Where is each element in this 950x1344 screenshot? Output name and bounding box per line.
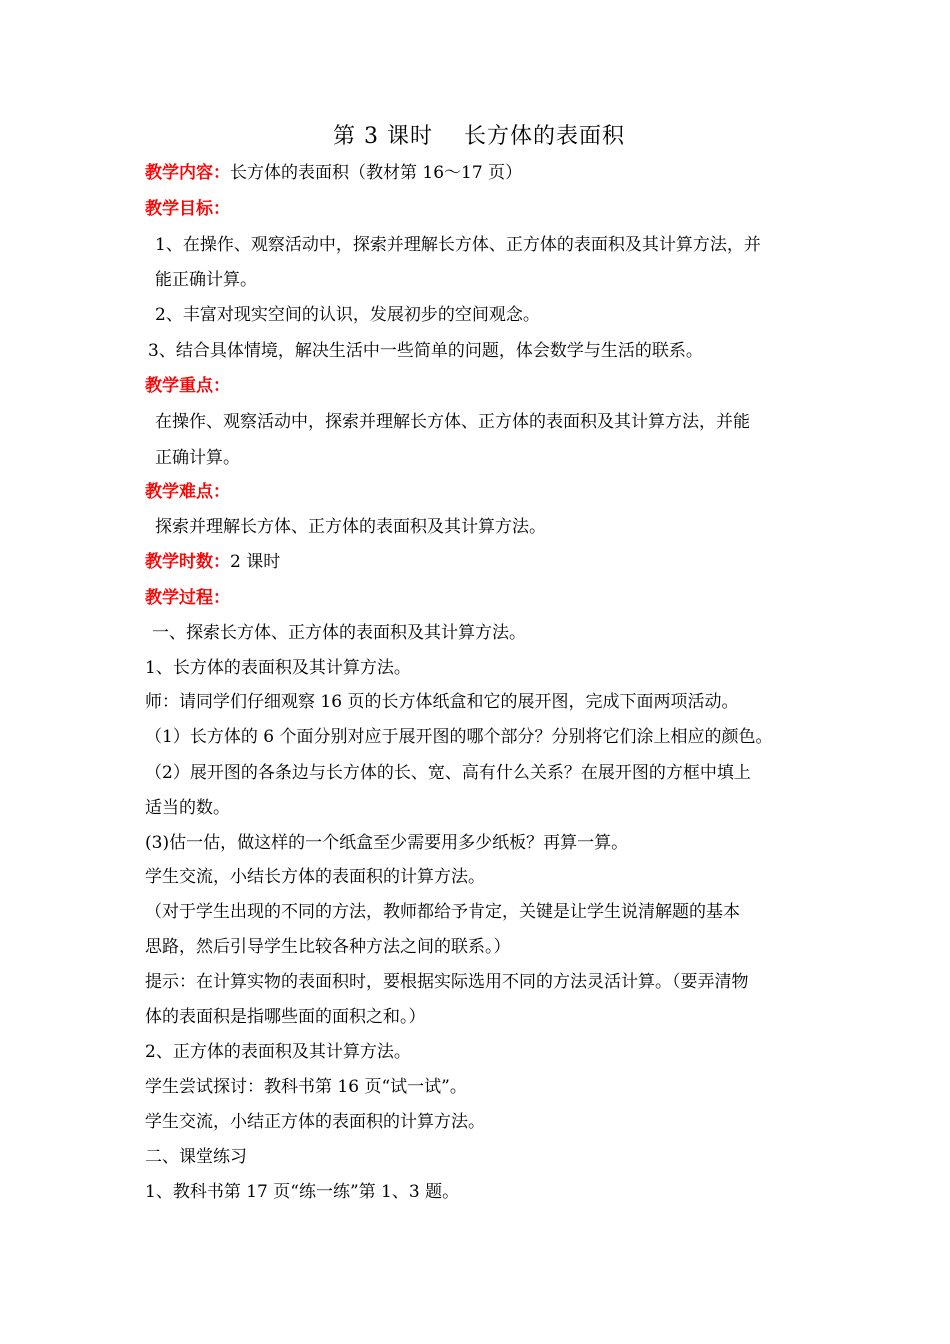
difficulty-line-1: 探索并理解长方体、正方体的表面积及其计算方法。	[155, 517, 546, 537]
process-line: (3)估一估，做这样的一个纸盒至少需要用多少纸板？再算一算。	[145, 833, 629, 853]
hours-row	[145, 550, 280, 574]
process-line: 适当的数。	[145, 798, 230, 818]
process-line: 师：请同学们仔细观察 16 页的长方体纸盒和它的展开图，完成下面两项活动。	[145, 692, 739, 712]
process-line: （对于学生出现的不同的方法，教师都给予肯定，关键是让学生说清解题的基本	[145, 902, 740, 922]
process-line: 思路，然后引导学生比较各种方法之间的联系。）	[145, 937, 511, 957]
process-line: 一、探索长方体、正方体的表面积及其计算方法。	[152, 623, 526, 643]
goal-item-2: 2、丰富对现实空间的认识，发展初步的空间观念。	[155, 305, 540, 325]
process-line: 1、长方体的表面积及其计算方法。	[145, 658, 411, 678]
goal-item-1-line-2: 能正确计算。	[155, 270, 257, 290]
process-line: （2）展开图的各条边与长方体的长、宽、高有什么关系？在展开图的方框中填上	[145, 763, 751, 783]
content-row	[145, 161, 522, 185]
page-title: 第 3 课时 长方体的表面积	[333, 124, 625, 149]
process-line: 1、教科书第 17 页“练一练”第 1、3 题。	[145, 1182, 460, 1202]
content-text: 长方体的表面积（教材第 16～17 页）	[230, 163, 523, 183]
content-label: 教学内容：	[145, 163, 230, 183]
process-line: （1）长方体的 6 个面分别对应于展开图的哪个部分？分别将它们涂上相应的颜色。	[145, 727, 773, 747]
process-label: 教学过程：	[145, 588, 230, 608]
goal-item-1-line-1: 1、在操作、观察活动中，探索并理解长方体、正方体的表面积及其计算方法，并	[155, 235, 761, 255]
process-line: 学生交流，小结正方体的表面积的计算方法。	[145, 1112, 485, 1132]
process-line: 2、正方体的表面积及其计算方法。	[145, 1042, 411, 1062]
key-points-line-2: 正确计算。	[155, 448, 240, 468]
process-line: 学生交流，小结长方体的表面积的计算方法。	[145, 867, 485, 887]
key-points-line-1: 在操作、观察活动中，探索并理解长方体、正方体的表面积及其计算方法，并能	[155, 412, 750, 432]
process-line: 二、课堂练习	[145, 1147, 247, 1167]
process-line: 提示：在计算实物的表面积时，要根据实际选用不同的方法灵活计算。（要弄清物	[145, 972, 749, 992]
key-points-label: 教学重点：	[145, 376, 230, 396]
process-line: 体的表面积是指哪些面的面积之和。）	[145, 1007, 426, 1027]
difficulty-label: 教学难点：	[145, 482, 230, 502]
goal-item-3: 3、结合具体情境，解决生活中一些简单的问题，体会数学与生活的联系。	[148, 341, 703, 361]
goals-label: 教学目标：	[145, 199, 230, 219]
hours-label: 教学时数：	[145, 552, 230, 572]
hours-text: 2 课时	[230, 552, 281, 572]
process-line: 学生尝试探讨：教科书第 16 页“试一试”。	[145, 1077, 467, 1097]
